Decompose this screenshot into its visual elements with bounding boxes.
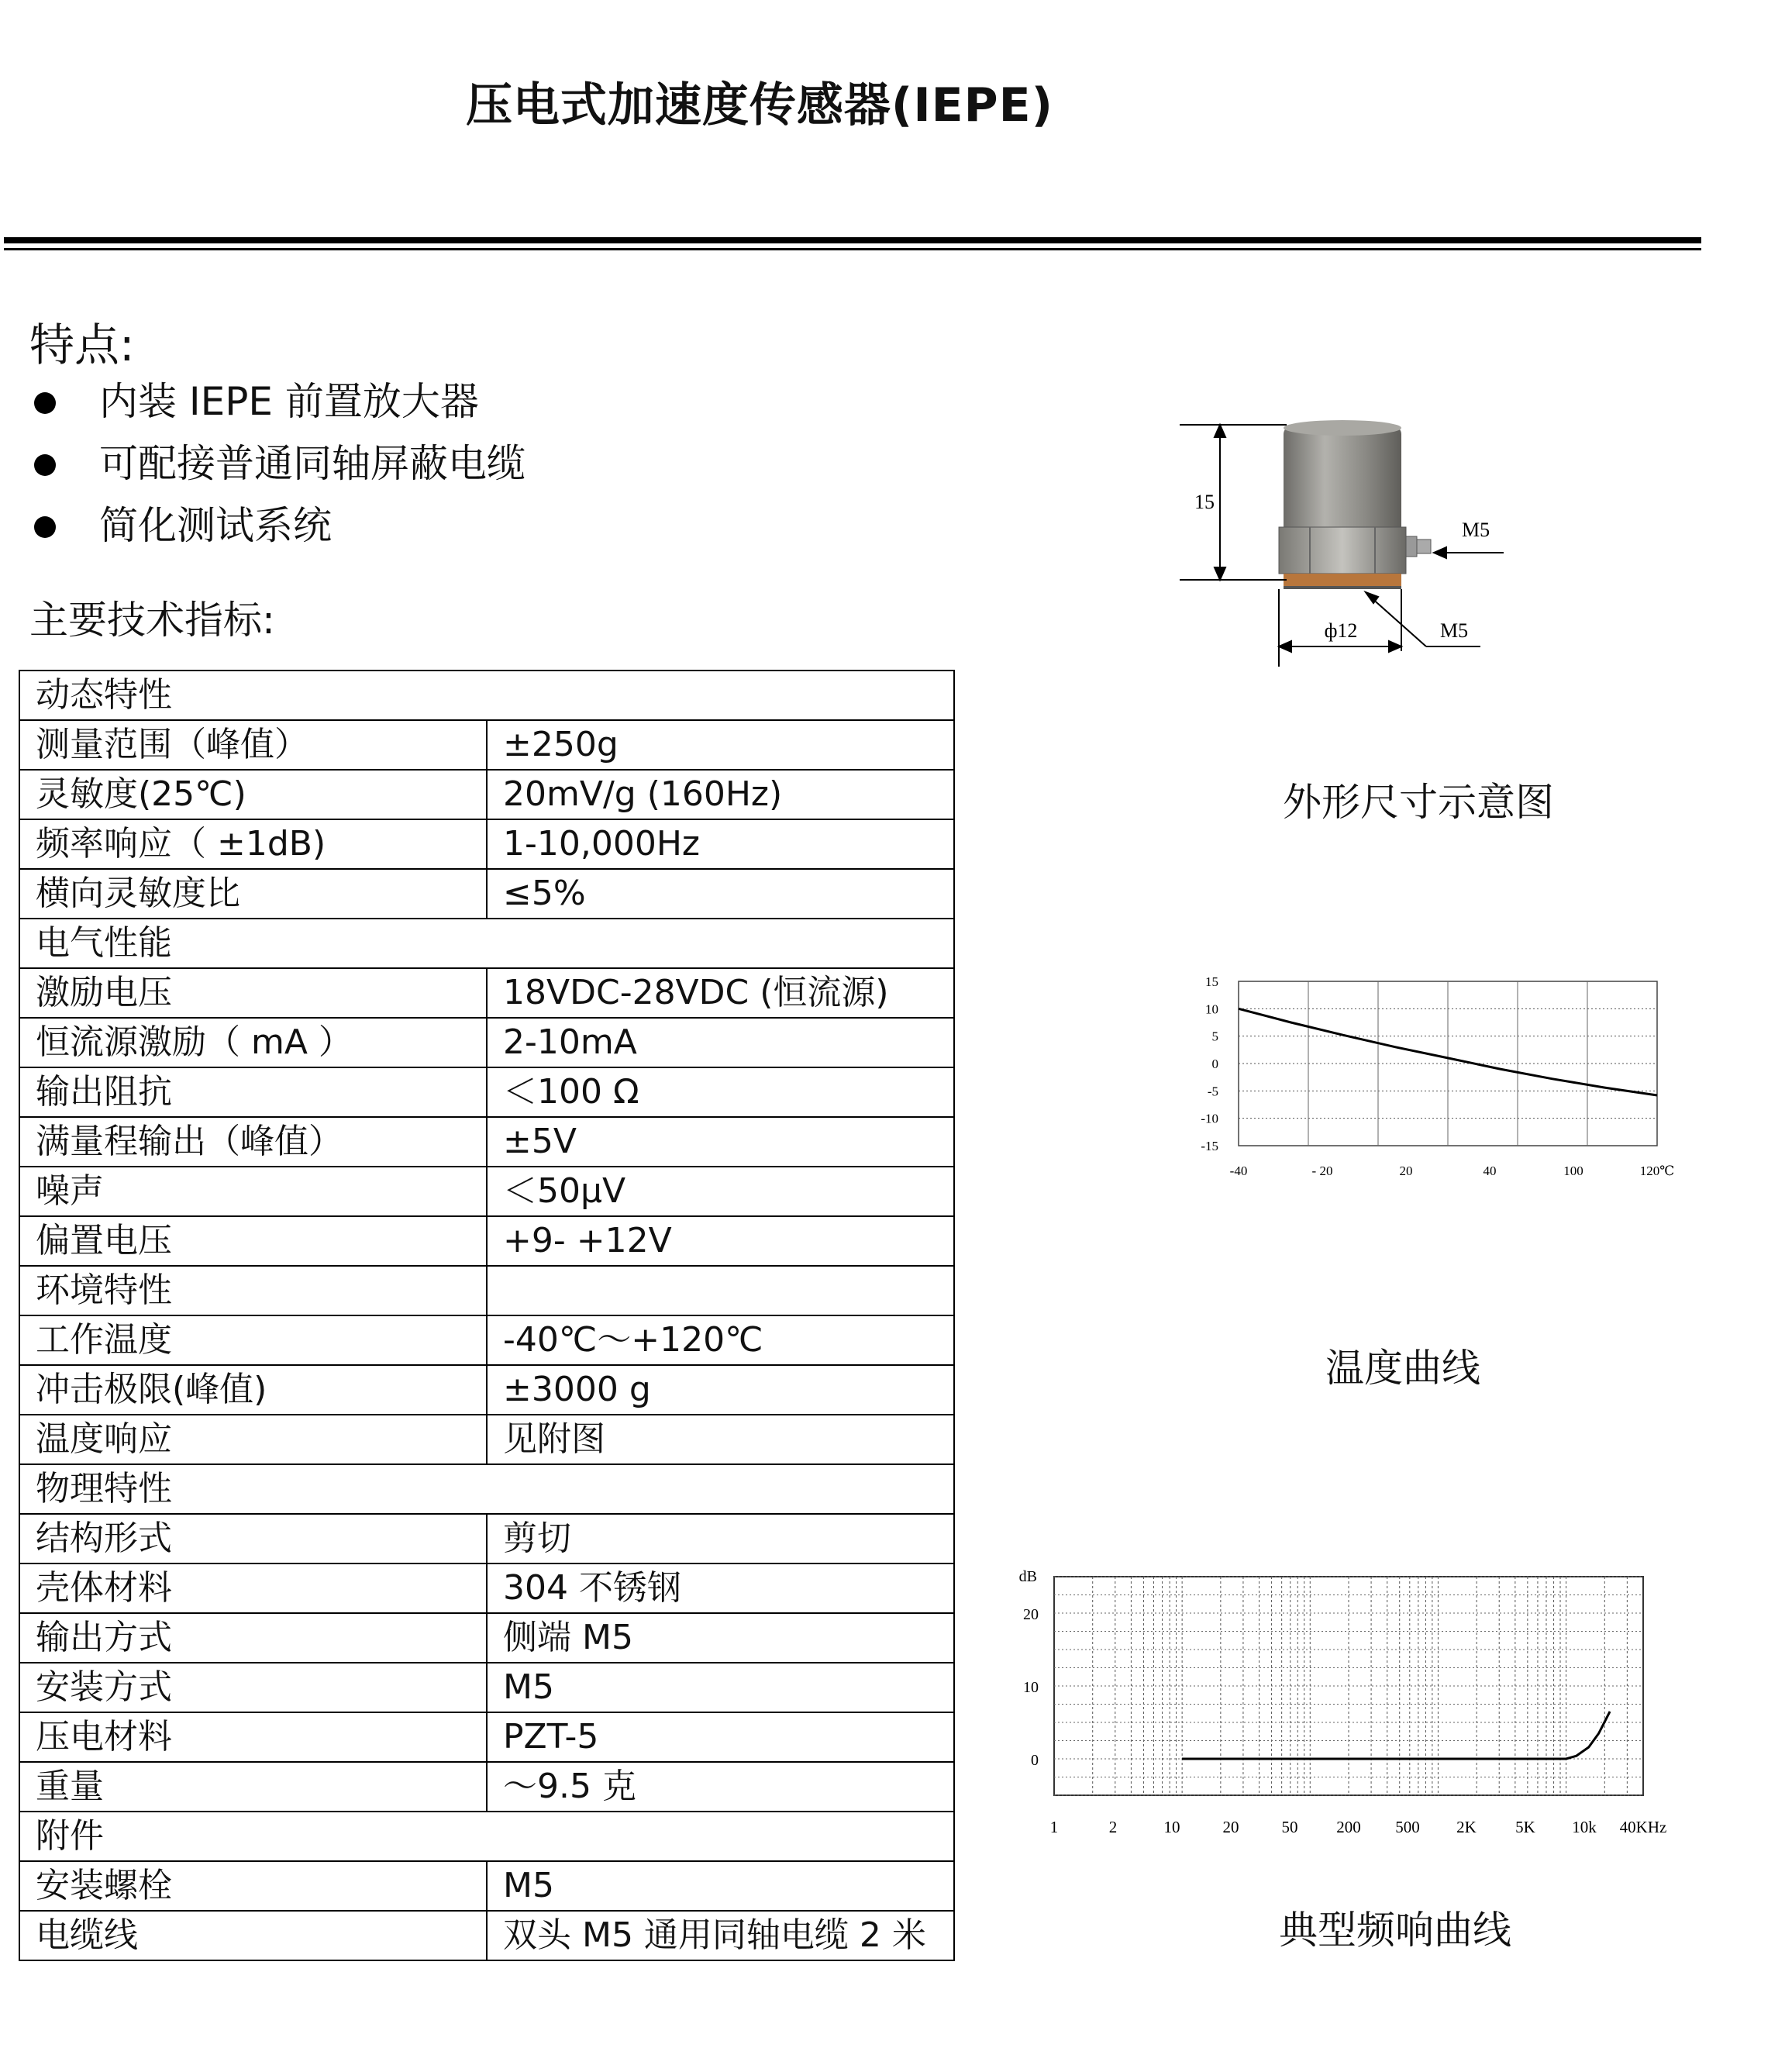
header-rule-thick <box>4 237 1701 243</box>
spec-value: ±5V <box>487 1117 954 1167</box>
spec-section-label: 电气性能 <box>19 919 954 968</box>
temperature-chart <box>1186 961 1690 1194</box>
x-tick-label: 5K <box>1515 1818 1535 1836</box>
bullet-icon <box>34 516 56 538</box>
y-tick-label: -10 <box>1201 1111 1218 1126</box>
spec-value: 18VDC-28VDC (恒流源) <box>487 968 954 1018</box>
spec-row <box>19 1415 954 1464</box>
y-tick-label: 10 <box>1205 1002 1218 1017</box>
specs-heading: 主要技术指标: <box>29 598 275 643</box>
spec-section-row <box>19 1464 954 1514</box>
spec-row <box>19 1117 954 1167</box>
spec-label: 安装方式 <box>19 1663 487 1712</box>
spec-value: ＜100 Ω <box>487 1067 954 1117</box>
y-tick-label: 15 <box>1205 974 1218 989</box>
spec-label: 壳体材料 <box>19 1563 487 1613</box>
spec-label: 温度响应 <box>19 1415 487 1464</box>
spec-value <box>487 1266 954 1315</box>
spec-row <box>19 1663 954 1712</box>
spec-value: ～9.5 克 <box>487 1762 954 1812</box>
spec-label: 电缆线 <box>19 1911 487 1960</box>
spec-row <box>19 720 954 770</box>
spec-label: 激励电压 <box>19 968 487 1018</box>
y-tick-label: -15 <box>1201 1139 1218 1153</box>
x-tick-label: 20 <box>1399 1164 1413 1178</box>
mount-label: M5 <box>1440 619 1469 642</box>
spec-value: 1-10,000Hz <box>487 819 954 869</box>
sensor-dimension-figure <box>1170 403 1527 674</box>
y-tick-label: -5 <box>1207 1084 1218 1099</box>
spec-label: 结构形式 <box>19 1514 487 1563</box>
x-tick-label: 200 <box>1336 1818 1361 1836</box>
spec-value: 2-10mA <box>487 1018 954 1067</box>
frequency-response-chart <box>1008 1558 1690 1853</box>
spec-row <box>19 869 954 919</box>
spec-label: 频率响应（ ±1dB) <box>19 819 487 869</box>
spec-table <box>19 670 955 1961</box>
spec-label: 测量范围（峰值） <box>19 720 487 770</box>
spec-value: M5 <box>487 1861 954 1911</box>
spec-label: 重量 <box>19 1762 487 1812</box>
spec-row <box>19 1167 954 1216</box>
spec-value: ±3000 g <box>487 1365 954 1415</box>
spec-label: 压电材料 <box>19 1712 487 1762</box>
spec-row <box>19 1216 954 1266</box>
x-tick-label: 2K <box>1456 1818 1477 1836</box>
x-tick-label: 500 <box>1395 1818 1420 1836</box>
spec-label: 安装螺栓 <box>19 1861 487 1911</box>
spec-row <box>19 819 954 869</box>
spec-row <box>19 1613 954 1663</box>
spec-row <box>19 1365 954 1415</box>
frequency-caption: 典型频响曲线 <box>1279 1908 1511 1953</box>
spec-section-row <box>19 671 954 720</box>
y-tick-label: 0 <box>1031 1752 1039 1769</box>
spec-value: -40℃～+120℃ <box>487 1315 954 1365</box>
spec-row <box>19 968 954 1018</box>
spec-value: ＜50μV <box>487 1167 954 1216</box>
y-axis-label: dB <box>1018 1568 1037 1585</box>
diameter-label: ф12 <box>1324 619 1358 642</box>
x-tick-label: 40KHz <box>1619 1818 1667 1836</box>
spec-row <box>19 770 954 819</box>
x-tick-label: 50 <box>1281 1818 1298 1836</box>
bullet-icon <box>34 392 56 414</box>
spec-label: 恒流源激励（ mA ） <box>19 1018 487 1067</box>
spec-value: 侧端 M5 <box>487 1613 954 1663</box>
x-tick-label: 40 <box>1483 1164 1497 1178</box>
spec-section-row <box>19 1812 954 1861</box>
dimension-caption: 外形尺寸示意图 <box>1283 780 1554 825</box>
spec-value: PZT-5 <box>487 1712 954 1762</box>
spec-value: ±250g <box>487 720 954 770</box>
spec-label: 偏置电压 <box>19 1216 487 1266</box>
x-tick-label: 120℃ <box>1639 1164 1675 1178</box>
spec-row <box>19 1762 954 1812</box>
spec-section-label: 物理特性 <box>19 1464 954 1514</box>
x-tick-label: 100 <box>1563 1164 1583 1178</box>
x-tick-label: -40 <box>1229 1164 1248 1178</box>
spec-section-label: 动态特性 <box>19 671 954 720</box>
frequency-response-curve <box>1182 1712 1610 1759</box>
spec-label: 工作温度 <box>19 1315 487 1365</box>
spec-label: 输出方式 <box>19 1613 487 1663</box>
y-tick-label: 5 <box>1211 1029 1218 1044</box>
spec-value: +9- +12V <box>487 1216 954 1266</box>
x-tick-label: - 20 <box>1311 1164 1333 1178</box>
bullet-icon <box>34 454 56 476</box>
spec-value: M5 <box>487 1663 954 1712</box>
spec-label: 冲击极限(峰值) <box>19 1365 487 1415</box>
spec-label: 环境特性 <box>19 1266 487 1315</box>
spec-label: 满量程输出（峰值） <box>19 1117 487 1167</box>
spec-label: 噪声 <box>19 1167 487 1216</box>
y-tick-label: 20 <box>1023 1606 1039 1623</box>
spec-value: 304 不锈钢 <box>487 1563 954 1613</box>
spec-row <box>19 1712 954 1762</box>
spec-row <box>19 1266 954 1315</box>
connector-label: M5 <box>1462 519 1490 541</box>
feature-text: 简化测试系统 <box>99 503 332 548</box>
spec-row <box>19 1514 954 1563</box>
feature-text: 可配接普通同轴屏蔽电缆 <box>99 441 526 486</box>
x-tick-label: 20 <box>1222 1818 1239 1836</box>
spec-value: 剪切 <box>487 1514 954 1563</box>
spec-row <box>19 1067 954 1117</box>
spec-value: 见附图 <box>487 1415 954 1464</box>
height-label: 15 <box>1194 491 1215 513</box>
y-tick-label: 0 <box>1211 1057 1218 1071</box>
page-title: 压电式加速度传感器(IEPE) <box>465 78 1054 133</box>
y-tick-label: 10 <box>1023 1679 1039 1696</box>
spec-label: 输出阻抗 <box>19 1067 487 1117</box>
spec-row <box>19 1315 954 1365</box>
temperature-caption: 温度曲线 <box>1325 1346 1480 1391</box>
spec-value: 20mV/g (160Hz) <box>487 770 954 819</box>
x-tick-label: 10 <box>1163 1818 1180 1836</box>
feature-text: 内装 IEPE 前置放大器 <box>99 379 479 424</box>
features-heading: 特点: <box>29 319 135 371</box>
spec-row <box>19 1563 954 1613</box>
spec-section-row <box>19 919 954 968</box>
x-tick-label: 2 <box>1108 1818 1118 1836</box>
x-tick-label: 10k <box>1572 1818 1597 1836</box>
spec-row <box>19 1861 954 1911</box>
spec-row <box>19 1911 954 1960</box>
sensor-body <box>1279 420 1431 589</box>
spec-value: ≤5% <box>487 869 954 919</box>
spec-row <box>19 1018 954 1067</box>
x-tick-label: 1 <box>1049 1818 1059 1836</box>
spec-label: 灵敏度(25℃) <box>19 770 487 819</box>
spec-value: 双头 M5 通用同轴电缆 2 米 <box>487 1911 954 1960</box>
header-rule-thin <box>4 248 1701 250</box>
spec-section-label: 附件 <box>19 1812 954 1861</box>
spec-label: 横向灵敏度比 <box>19 869 487 919</box>
